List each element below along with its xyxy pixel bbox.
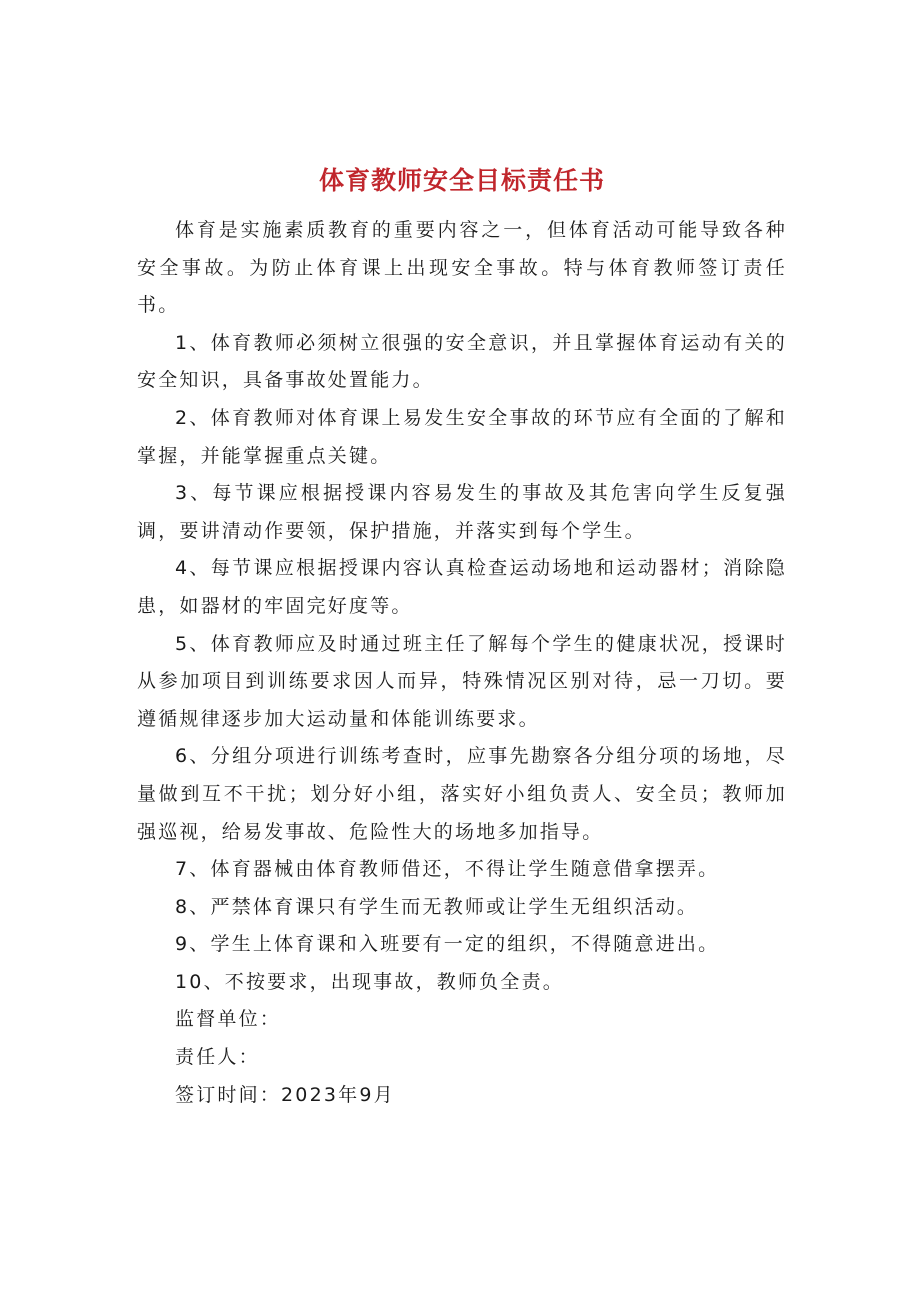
item-5: 5、体育教师应及时通过班主任了解每个学生的健康状况，授课时从参加项目到训练要求因人而异，特殊情况区别对待，忌一刀切。要遵循规律逐步加大运动量和体能训练要求。 <box>137 632 787 730</box>
document-title: 体育教师安全目标责任书 <box>318 166 605 195</box>
item-3: 3、每节课应根据授课内容易发生的事故及其危害向学生反复强调，要讲清动作要领，保护措施，并落实到每个学生。 <box>137 482 787 542</box>
item-6: 6、分组分项进行训练考查时，应事先勘察各分组分项的场地，尽量做到互不干扰；划分好小组，落实好小组负责人、安全员；教师加强巡视，给易发事故、危险性大的场地多加指导。 <box>137 745 787 843</box>
item-7: 7、体育器械由体育教师借还，不得让学生随意借拿摆弄。 <box>175 858 720 881</box>
item-9: 9、学生上体育课和入班要有一定的组织，不得随意进出。 <box>175 933 720 956</box>
item-1: 1、体育教师必须树立很强的安全意识，并且掌握体育运动有关的安全知识，具备事故处置能力。 <box>137 331 787 392</box>
document-page <box>137 160 787 1114</box>
supervisor-label: 监督单位： <box>175 1008 282 1031</box>
item-8: 8、严禁体育课只有学生而无教师或让学生无组织活动。 <box>175 895 699 918</box>
item-10: 10、不按要求，出现事故，教师负全责。 <box>175 970 564 993</box>
responsible-label: 责任人： <box>175 1046 260 1069</box>
item-2: 2、体育教师对体育课上易发生安全事故的环节应有全面的了解和掌握，并能掌握重点关键。 <box>137 406 787 467</box>
intro-paragraph: 体育是实施素质教育的重要内容之一，但体育活动可能导致各种安全事故。为防止体育课上出现安全事故。特与体育教师签订责任书。 <box>137 219 787 317</box>
item-4: 4、每节课应根据授课内容认真检查运动场地和运动器材；消除隐患，如器材的牢固完好度等。 <box>137 557 787 617</box>
signed-time-label: 签订时间：2023年9月 <box>175 1083 395 1106</box>
